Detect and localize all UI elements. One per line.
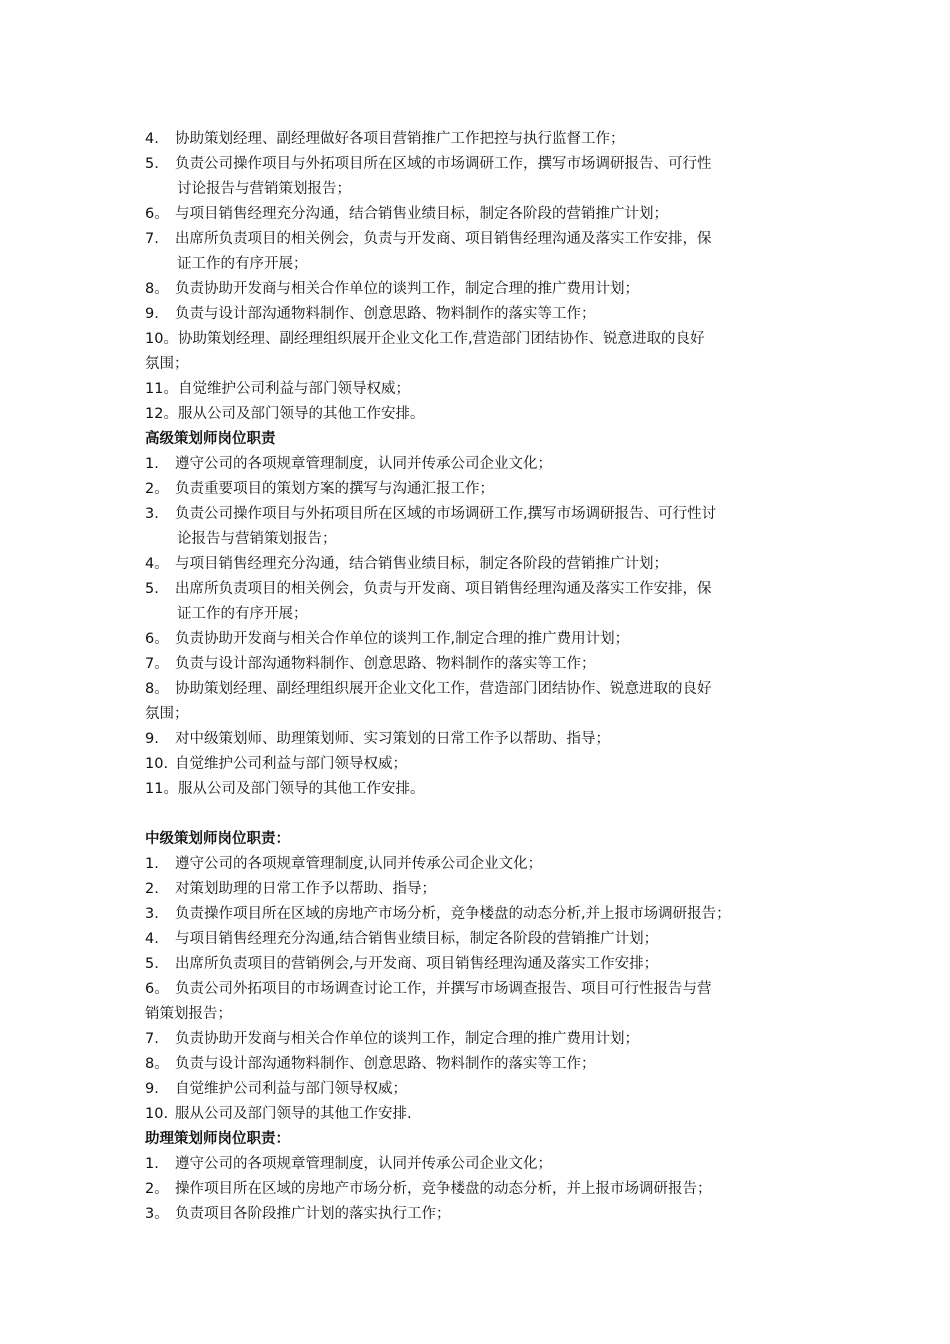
list-item — [145, 752, 407, 773]
item-number: 9. — [145, 306, 159, 322]
list-item — [145, 127, 625, 148]
item-text: 对中级策划师、助理策划师、实习策划的日常工作予以帮助、指导； — [175, 731, 610, 747]
item-number: 1. — [145, 1156, 159, 1172]
item-number: 11。 — [145, 381, 178, 397]
item-number: 6。 — [145, 631, 169, 647]
item-number: 5. — [145, 156, 159, 172]
item-text: 负责与设计部沟通物料制作、创意思路、物料制作的落实等工作； — [175, 1056, 596, 1072]
list-item — [145, 1152, 552, 1173]
item-text: 服从公司及部门领导的其他工作安排。 — [177, 406, 425, 422]
list-item — [145, 1202, 451, 1223]
item-wrap: 销策划报告； — [145, 1006, 232, 1022]
item-number: 7. — [145, 1031, 159, 1047]
item-continuation: 证工作的有序开展； — [177, 606, 308, 622]
item-number: 2。 — [145, 481, 169, 497]
list-item — [145, 227, 712, 248]
list-item — [145, 677, 712, 698]
item-text: 负责操作项目所在区域的房地产市场分析，竞争楼盘的动态分析,并上报市场调研报告； — [175, 906, 731, 922]
section-heading: 中级策划师岗位职责： — [145, 831, 290, 847]
list-item — [145, 902, 731, 923]
list-item — [145, 1177, 712, 1198]
item-text: 负责协助开发商与相关合作单位的谈判工作，制定合理的推广费用计划； — [175, 1031, 639, 1047]
item-number: 4. — [145, 931, 159, 947]
list-item — [145, 1077, 407, 1098]
item-number: 8。 — [145, 1056, 169, 1072]
section-heading: 高级策划师岗位职责 — [145, 431, 276, 447]
item-continuation: 讨论报告与营销策划报告； — [177, 181, 351, 197]
list-item — [145, 952, 658, 973]
item-number: 8。 — [145, 681, 169, 697]
item-continuation: 证工作的有序开展； — [177, 256, 308, 272]
list-item — [145, 577, 712, 598]
list-item — [145, 202, 668, 223]
item-number: 10. — [145, 756, 169, 772]
list-item — [145, 927, 658, 948]
list-item — [145, 777, 424, 798]
item-text: 协助策划经理、副经理组织展开企业文化工作,营造部门团结协作、锐意进取的良好 — [177, 331, 705, 347]
item-number: 9. — [145, 1081, 159, 1097]
list-item — [145, 652, 596, 673]
list-item — [145, 377, 410, 398]
item-number: 3. — [145, 906, 159, 922]
item-text: 协助策划经理、副经理做好各项目营销推广工作把控与执行监督工作； — [175, 131, 625, 147]
item-text: 操作项目所在区域的房地产市场分析，竞争楼盘的动态分析，并上报市场调研报告； — [175, 1181, 712, 1197]
item-text: 负责公司外拓项目的市场调查讨论工作，并撰写市场调查报告、项目可行性报告与营 — [175, 981, 712, 997]
list-item — [145, 152, 712, 173]
list-item — [145, 877, 436, 898]
list-item — [145, 452, 552, 473]
list-item — [145, 402, 424, 423]
item-number: 10。 — [145, 331, 178, 347]
list-item — [145, 502, 716, 523]
list-item — [145, 302, 596, 323]
list-item — [145, 727, 610, 748]
item-number: 5. — [145, 956, 159, 972]
item-number: 3. — [145, 506, 159, 522]
list-item — [145, 627, 629, 648]
item-wrap: 氛围； — [145, 706, 189, 722]
item-number: 11。 — [145, 781, 178, 797]
item-number: 7. — [145, 231, 159, 247]
list-item — [145, 477, 494, 498]
item-number: 8。 — [145, 281, 169, 297]
item-number: 2. — [145, 881, 159, 897]
item-text: 负责公司操作项目与外拓项目所在区域的市场调研工作，撰写市场调研报告、可行性 — [175, 156, 712, 172]
item-text: 负责协助开发商与相关合作单位的谈判工作，制定合理的推广费用计划； — [175, 281, 639, 297]
item-text: 服从公司及部门领导的其他工作安排. — [175, 1106, 412, 1122]
section-heading: 助理策划师岗位职责： — [145, 1131, 290, 1147]
item-number: 4。 — [145, 556, 169, 572]
list-item — [145, 327, 705, 348]
list-item — [145, 1052, 596, 1073]
item-number: 9. — [145, 731, 159, 747]
list-item — [145, 977, 712, 998]
item-text: 与项目销售经理充分沟通，结合销售业绩目标，制定各阶段的营销推广计划； — [175, 206, 668, 222]
list-item — [145, 1027, 639, 1048]
item-text: 自觉维护公司利益与部门领导权威； — [175, 1081, 407, 1097]
item-number: 3。 — [145, 1206, 169, 1222]
item-text: 负责与设计部沟通物料制作、创意思路、物料制作的落实等工作； — [175, 306, 596, 322]
item-text: 自觉维护公司利益与部门领导权威； — [177, 381, 410, 397]
item-number: 5. — [145, 581, 159, 597]
item-number: 7。 — [145, 656, 169, 672]
item-number: 6。 — [145, 981, 169, 997]
item-text: 出席所负责项目的相关例会，负责与开发商、项目销售经理沟通及落实工作安排，保 — [175, 581, 712, 597]
item-number: 1. — [145, 856, 159, 872]
item-number: 4. — [145, 131, 159, 147]
item-number: 10. — [145, 1106, 169, 1122]
item-text: 负责协助开发商与相关合作单位的谈判工作,制定合理的推广费用计划； — [175, 631, 630, 647]
item-text: 出席所负责项目的相关例会，负责与开发商、项目销售经理沟通及落实工作安排，保 — [175, 231, 712, 247]
item-text: 出席所负责项目的营销例会,与开发商、项目销售经理沟通及落实工作安排； — [175, 956, 659, 972]
item-number: 1. — [145, 456, 159, 472]
item-text: 与项目销售经理充分沟通,结合销售业绩目标，制定各阶段的营销推广计划； — [175, 931, 659, 947]
item-number: 6。 — [145, 206, 169, 222]
item-text: 与项目销售经理充分沟通，结合销售业绩目标，制定各阶段的营销推广计划； — [175, 556, 668, 572]
item-text: 协助策划经理、副经理组织展开企业文化工作，营造部门团结协作、锐意进取的良好 — [175, 681, 712, 697]
item-continuation: 论报告与营销策划报告； — [177, 531, 337, 547]
item-text: 负责项目各阶段推广计划的落实执行工作； — [175, 1206, 451, 1222]
item-text: 自觉维护公司利益与部门领导权威； — [175, 756, 407, 772]
list-item — [145, 277, 639, 298]
list-item — [145, 852, 542, 873]
item-text: 负责与设计部沟通物料制作、创意思路、物料制作的落实等工作； — [175, 656, 596, 672]
item-number: 2。 — [145, 1181, 169, 1197]
list-item — [145, 552, 668, 573]
item-text: 服从公司及部门领导的其他工作安排。 — [177, 781, 425, 797]
item-text: 遵守公司的各项规章管理制度，认同并传承公司企业文化； — [175, 456, 552, 472]
item-text: 负责公司操作项目与外拓项目所在区域的市场调研工作,撰写市场调研报告、可行性讨 — [175, 506, 717, 522]
item-number: 12。 — [145, 406, 178, 422]
item-text: 对策划助理的日常工作予以帮助、指导； — [175, 881, 436, 897]
item-wrap: 氛围； — [145, 356, 189, 372]
list-item — [145, 1102, 412, 1123]
item-text: 负责重要项目的策划方案的撰写与沟通汇报工作； — [175, 481, 494, 497]
item-text: 遵守公司的各项规章管理制度，认同并传承公司企业文化； — [175, 1156, 552, 1172]
item-text: 遵守公司的各项规章管理制度,认同并传承公司企业文化； — [175, 856, 543, 872]
